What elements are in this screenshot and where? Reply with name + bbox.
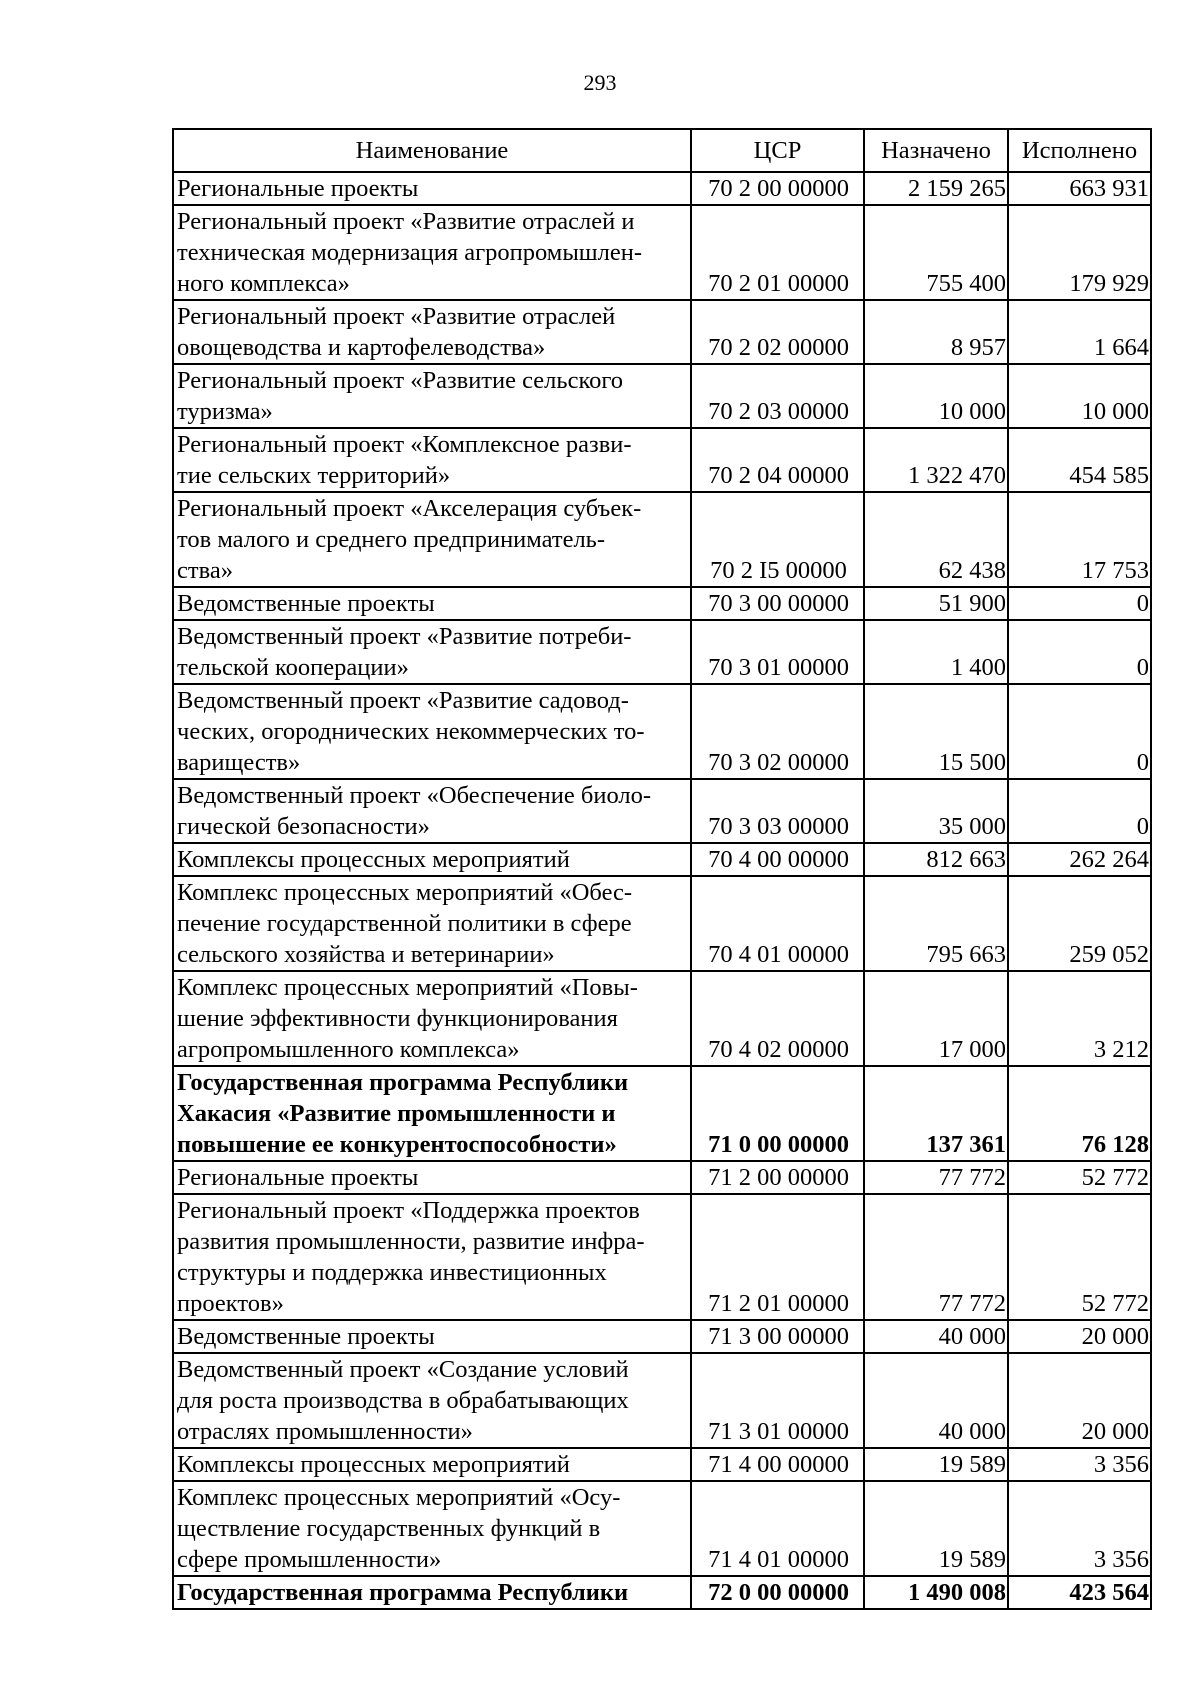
- cell-name: Государственная программа Республики Хакасия «Развитие промышленности и повышение ее конкурентоспособности»: [173, 1066, 691, 1161]
- cell-planned: 17 000: [864, 971, 1008, 1066]
- cell-executed: 10 000: [1008, 364, 1151, 428]
- cell-executed: 20 000: [1008, 1320, 1151, 1353]
- cell-executed: 179 929: [1008, 205, 1151, 300]
- cell-executed: 17 753: [1008, 492, 1151, 587]
- header-name: Наименование: [173, 129, 691, 172]
- cell-csr: 71 3 00 00000: [691, 1320, 864, 1353]
- cell-name: Региональный проект «Комплексное разви- тие сельских территорий»: [173, 428, 691, 492]
- table-row: [173, 1353, 1151, 1448]
- header-planned: Назначено: [864, 129, 1008, 172]
- cell-name: Ведомственный проект «Развитие садовод- ческих, огороднических некоммерческих то- вариществ»: [173, 684, 691, 779]
- cell-executed: 1 664: [1008, 300, 1151, 364]
- cell-csr: 71 3 01 00000: [691, 1353, 864, 1448]
- cell-executed: 663 931: [1008, 172, 1151, 205]
- cell-name: Комплексы процессных мероприятий: [173, 1448, 691, 1481]
- cell-csr: 70 3 02 00000: [691, 684, 864, 779]
- table-row: [173, 587, 1151, 620]
- cell-name: Государственная программа Республики: [173, 1576, 691, 1609]
- table-row: [173, 172, 1151, 205]
- table-row: [173, 779, 1151, 843]
- cell-name: Региональный проект «Развитие сельского туризма»: [173, 364, 691, 428]
- table-row: [173, 876, 1151, 971]
- cell-name: Региональные проекты: [173, 1161, 691, 1194]
- budget-table: [172, 128, 1152, 1610]
- cell-csr: 72 0 00 00000: [691, 1576, 864, 1609]
- cell-planned: 15 500: [864, 684, 1008, 779]
- cell-executed: 0: [1008, 620, 1151, 684]
- cell-planned: 40 000: [864, 1320, 1008, 1353]
- cell-name: Региональный проект «Акселерация субъек- тов малого и среднего предприниматель- ства»: [173, 492, 691, 587]
- table-body: [173, 172, 1151, 1609]
- cell-executed: 52 772: [1008, 1194, 1151, 1320]
- table-row: [173, 205, 1151, 300]
- cell-csr: 70 3 01 00000: [691, 620, 864, 684]
- table-row: [173, 1448, 1151, 1481]
- cell-planned: 2 159 265: [864, 172, 1008, 205]
- cell-executed: 259 052: [1008, 876, 1151, 971]
- cell-name: Ведомственный проект «Развитие потреби- тельской кооперации»: [173, 620, 691, 684]
- table-row: [173, 1576, 1151, 1609]
- cell-planned: 19 589: [864, 1448, 1008, 1481]
- table-row: [173, 300, 1151, 364]
- cell-planned: 77 772: [864, 1194, 1008, 1320]
- cell-executed: 0: [1008, 587, 1151, 620]
- cell-name: Региональные проекты: [173, 172, 691, 205]
- cell-name: Ведомственный проект «Создание условий для роста производства в обрабатывающих отраслях промышленности»: [173, 1353, 691, 1448]
- cell-csr: 70 2 I5 00000: [691, 492, 864, 587]
- cell-planned: 812 663: [864, 843, 1008, 876]
- cell-planned: 1 400: [864, 620, 1008, 684]
- table-header-row: [173, 129, 1151, 172]
- cell-csr: 70 2 01 00000: [691, 205, 864, 300]
- cell-csr: 70 3 03 00000: [691, 779, 864, 843]
- cell-executed: 0: [1008, 779, 1151, 843]
- cell-planned: 755 400: [864, 205, 1008, 300]
- cell-planned: 1 490 008: [864, 1576, 1008, 1609]
- cell-name: Ведомственный проект «Обеспечение биоло- гической безопасности»: [173, 779, 691, 843]
- cell-csr: 71 4 01 00000: [691, 1481, 864, 1576]
- cell-planned: 51 900: [864, 587, 1008, 620]
- cell-csr: 71 2 00 00000: [691, 1161, 864, 1194]
- cell-planned: 795 663: [864, 876, 1008, 971]
- cell-planned: 62 438: [864, 492, 1008, 587]
- cell-executed: 262 264: [1008, 843, 1151, 876]
- cell-planned: 8 957: [864, 300, 1008, 364]
- cell-csr: 70 2 00 00000: [691, 172, 864, 205]
- cell-csr: 70 4 00 00000: [691, 843, 864, 876]
- table-row: [173, 684, 1151, 779]
- cell-csr: 71 2 01 00000: [691, 1194, 864, 1320]
- header-csr: ЦСР: [691, 129, 864, 172]
- cell-csr: 70 2 02 00000: [691, 300, 864, 364]
- table-row: [173, 428, 1151, 492]
- table-row: [173, 843, 1151, 876]
- cell-planned: 10 000: [864, 364, 1008, 428]
- cell-name: Комплекс процессных мероприятий «Повы- шение эффективности функционирования агропромышленного комплекса»: [173, 971, 691, 1066]
- table-row: [173, 1161, 1151, 1194]
- cell-name: Региональный проект «Поддержка проектов развития промышленности, развитие инфра- структуры и поддержка инвестиционных проектов»: [173, 1194, 691, 1320]
- cell-executed: 52 772: [1008, 1161, 1151, 1194]
- cell-planned: 77 772: [864, 1161, 1008, 1194]
- cell-name: Ведомственные проекты: [173, 587, 691, 620]
- cell-executed: 76 128: [1008, 1066, 1151, 1161]
- cell-csr: 70 4 02 00000: [691, 971, 864, 1066]
- page-number: 293: [583, 70, 617, 95]
- table-row: [173, 1194, 1151, 1320]
- cell-name: Комплекс процессных мероприятий «Обес- печение государственной политики в сфере сельского хозяйства и ветеринарии»: [173, 876, 691, 971]
- cell-planned: 137 361: [864, 1066, 1008, 1161]
- table-row: [173, 1320, 1151, 1353]
- cell-csr: 70 4 01 00000: [691, 876, 864, 971]
- cell-planned: 35 000: [864, 779, 1008, 843]
- cell-name: Региональный проект «Развитие отраслей и техническая модернизация агропромышлен- ного комплекса»: [173, 205, 691, 300]
- cell-csr: 70 2 03 00000: [691, 364, 864, 428]
- cell-csr: 70 3 00 00000: [691, 587, 864, 620]
- cell-executed: 423 564: [1008, 1576, 1151, 1609]
- cell-csr: 70 2 04 00000: [691, 428, 864, 492]
- table-row: [173, 620, 1151, 684]
- cell-executed: 3 356: [1008, 1448, 1151, 1481]
- table-row: [173, 1066, 1151, 1161]
- cell-executed: 3 212: [1008, 971, 1151, 1066]
- header-executed: Исполнено: [1008, 129, 1151, 172]
- table-row: [173, 492, 1151, 587]
- cell-executed: 3 356: [1008, 1481, 1151, 1576]
- cell-name: Ведомственные проекты: [173, 1320, 691, 1353]
- cell-name: Региональный проект «Развитие отраслей овощеводства и картофелеводства»: [173, 300, 691, 364]
- cell-csr: 71 4 00 00000: [691, 1448, 864, 1481]
- cell-planned: 19 589: [864, 1481, 1008, 1576]
- cell-executed: 454 585: [1008, 428, 1151, 492]
- cell-name: Комплекс процессных мероприятий «Осу- ществление государственных функций в сфере промышленности»: [173, 1481, 691, 1576]
- table-row: [173, 1481, 1151, 1576]
- cell-csr: 71 0 00 00000: [691, 1066, 864, 1161]
- cell-name: Комплексы процессных мероприятий: [173, 843, 691, 876]
- table-row: [173, 364, 1151, 428]
- cell-executed: 20 000: [1008, 1353, 1151, 1448]
- cell-planned: 40 000: [864, 1353, 1008, 1448]
- cell-planned: 1 322 470: [864, 428, 1008, 492]
- cell-executed: 0: [1008, 684, 1151, 779]
- table-row: [173, 971, 1151, 1066]
